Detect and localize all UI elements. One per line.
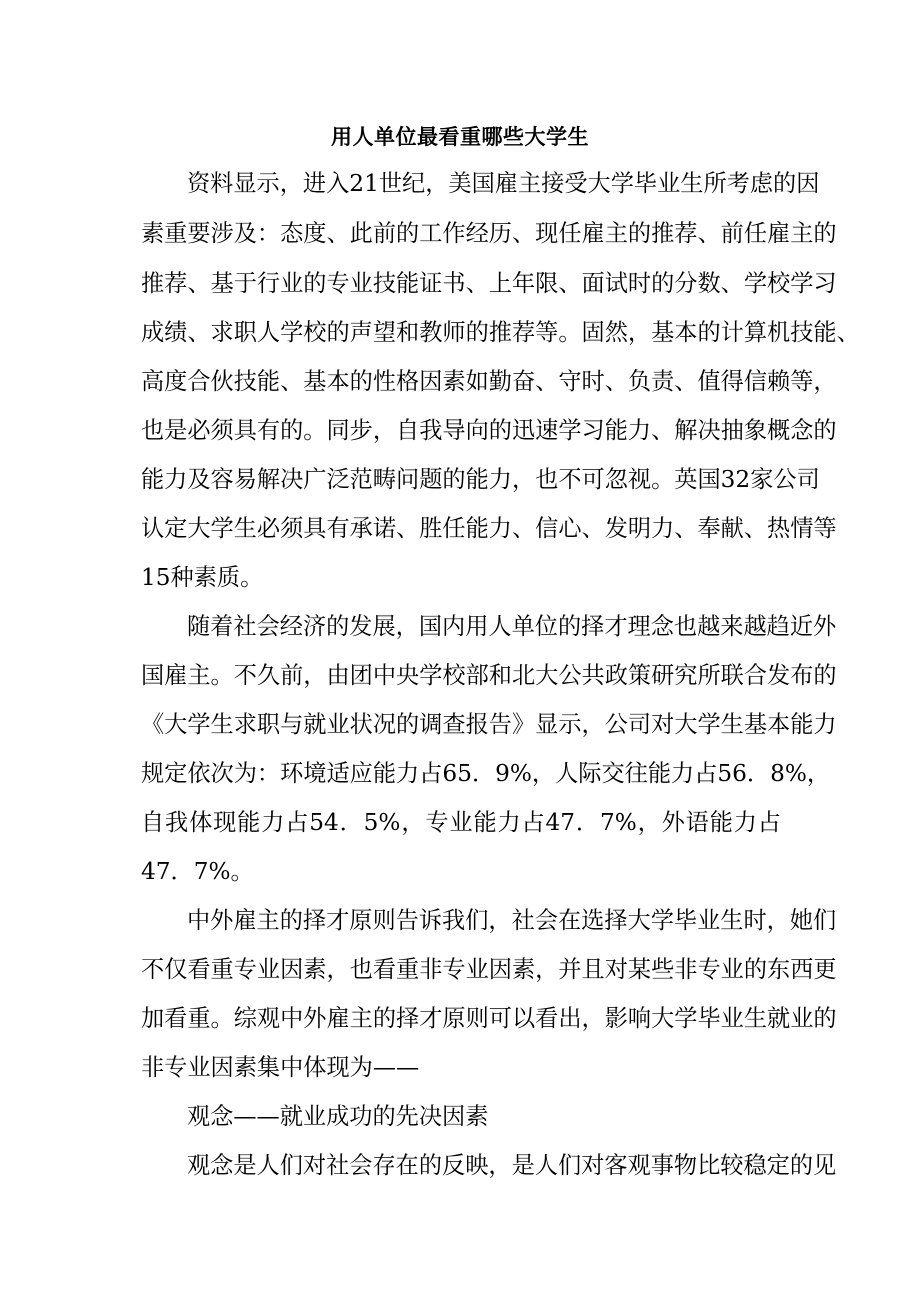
paragraph-line: 高度合伙技能、基本的性格因素如勤奋、守时、负责、值得信赖等， [141, 368, 837, 395]
paragraph-line: 也是必须具有的。同步，自我导向的迅速学习能力、解决抽象概念的 [141, 417, 837, 444]
paragraph-line: 观念是人们对社会存在的反映，是人们对客观事物比较稳定的见 [187, 1152, 837, 1179]
paragraph-line: 认定大学生必须具有承诺、胜任能力、信心、发明力、奉献、热情等 [141, 515, 837, 542]
paragraph-line: 规定依次为：环境适应能力占65．9%，人际交往能力占56．8%， [141, 760, 831, 787]
paragraph-line: 能力及容易解决广泛范畴问题的能力，也不可忽视。英国32家公司 [141, 466, 820, 493]
paragraph-line: 自我体现能力占54．5%，专业能力占47．7%，外语能力占 [141, 809, 781, 836]
paragraph-line: 加看重。综观中外雇主的择才原则可以看出，影响大学毕业生就业的 [141, 1005, 837, 1032]
paragraph-line: 不仅看重专业因素，也看重非专业因素，并且对某些非专业的东西更 [141, 956, 837, 983]
paragraph-line: 资料显示，进入21世纪，美国雇主接受大学毕业生所考虑的因 [187, 170, 820, 197]
paragraph-line: 非专业因素集中体现为—— [141, 1054, 420, 1081]
paragraph-line: 国雇主。不久前，由团中央学校部和北大公共政策研究所联合发布的 [141, 662, 837, 689]
document-title: 用人单位最看重哪些大学生 [331, 125, 589, 149]
paragraph-line: 中外雇主的择才原则告诉我们，社会在选择大学毕业生时，她们 [187, 907, 837, 934]
paragraph-line: 15种素质。 [141, 564, 264, 591]
paragraph-line: 成绩、求职人学校的声望和教师的推荐等。固然，基本的计算机技能、 [141, 319, 860, 346]
paragraph-line: 推荐、基于行业的专业技能证书、上年限、面试时的分数、学校学习 [141, 270, 837, 297]
section-heading: 观念——就业成功的先决因素 [187, 1103, 489, 1130]
paragraph-line: 47．7%。 [141, 858, 254, 885]
paragraph-line: 素重要涉及：态度、此前的工作经历、现任雇主的推荐、前任雇主的 [141, 220, 837, 247]
paragraph-line: 随着社会经济的发展，国内用人单位的择才理念也越来越趋近外 [187, 613, 837, 640]
paragraph-line: 《大学生求职与就业状况的调查报告》显示，公司对大学生基本能力 [141, 711, 837, 738]
